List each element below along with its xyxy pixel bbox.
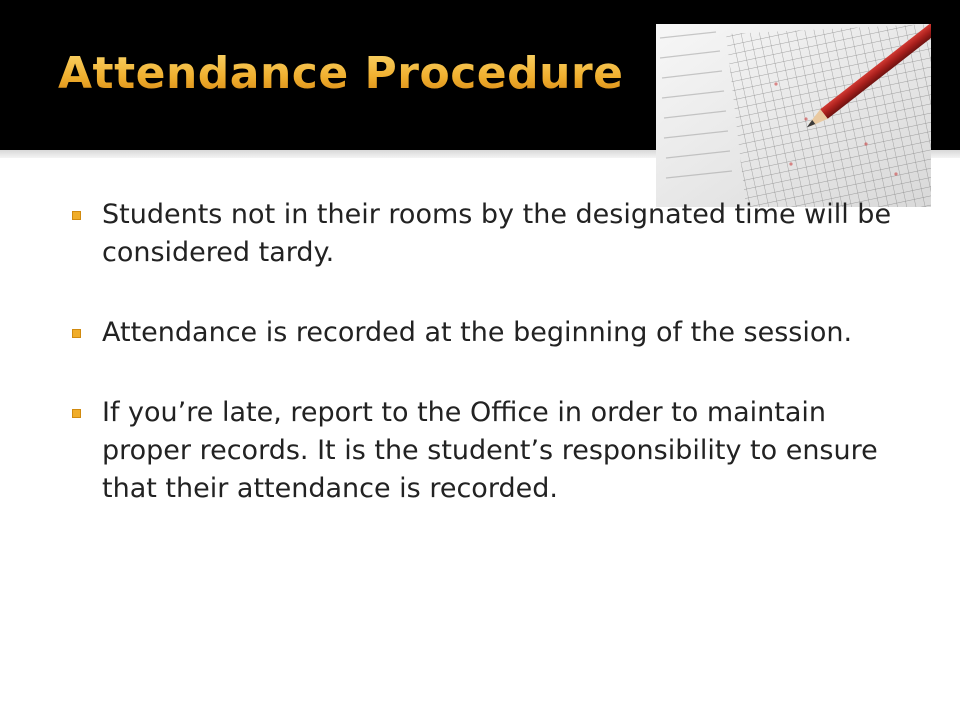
bullet-text: Attendance is recorded at the beginning of the session. xyxy=(102,317,853,348)
square-bullet-icon xyxy=(72,409,81,418)
bullet-text: Students not in their rooms by the designated time will be considered tardy. xyxy=(102,199,892,268)
list-item xyxy=(72,394,902,508)
square-bullet-icon xyxy=(72,329,81,338)
bullet-list xyxy=(72,196,902,550)
slide-title: Attendance Procedure xyxy=(58,48,624,99)
bullet-text: If you’re late, report to the Office in order to maintain proper records. It is the student’s responsibility to ensure that their attendance is recorded. xyxy=(102,397,878,504)
attendance-sheet-pencil-icon xyxy=(656,24,931,207)
square-bullet-icon xyxy=(72,211,81,220)
list-item xyxy=(72,314,902,352)
list-item xyxy=(72,196,902,272)
attendance-sheet-photo xyxy=(656,24,931,207)
